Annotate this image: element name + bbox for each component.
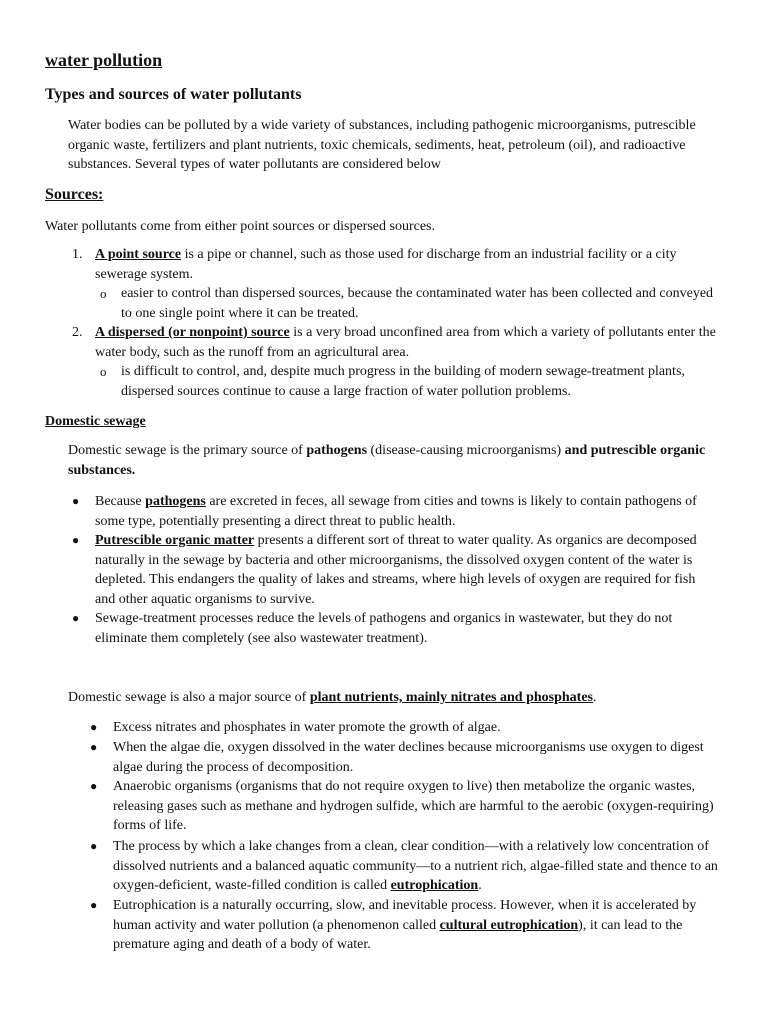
cultural-eutrophication-bullet — [113, 896, 725, 955]
sub-bullet-2: o — [100, 364, 107, 379]
nutrients-term: plant nutrients, mainly nitrates and phosphates — [309, 690, 593, 705]
domestic-primary-paragraph — [68, 441, 738, 481]
list-number-2: 2. — [72, 325, 83, 340]
algae-death-bullet: When the algae die, oxygen dissolved in the water declines because microorganisms use oxygen to digest algae during the process of decomposition. — [113, 740, 704, 775]
point-source-text: is a pipe or channel, such as those used for discharge from an industrial facility or a city sewerage system. — [95, 247, 677, 282]
section-subtitle: Types and sources of water pollutants — [45, 86, 302, 103]
b1-pre: Because — [95, 494, 146, 509]
sources-lead: Water pollutants come from either point sources or dispersed sources. — [45, 219, 435, 234]
eutrophication-process-bullet — [113, 837, 725, 896]
dispersed-source-text: is a very broad unconfined area from which a variety of pollutants enter the water body, such as the runoff from an agricultural area. — [95, 325, 716, 360]
bullet-dot: ● — [90, 898, 98, 912]
dispersed-source-term: A dispersed (or nonpoint) source — [95, 325, 290, 340]
p1-text: Domestic sewage is the primary source of — [68, 443, 307, 458]
dispersed-source-item — [95, 323, 725, 362]
list-number-1: 1. — [72, 247, 83, 262]
p2-pre: Domestic sewage is also a major source of — [68, 690, 310, 705]
bullet-dot: ● — [90, 839, 98, 853]
pathogens-bullet — [95, 492, 725, 531]
pathogens-term: pathogens — [306, 443, 368, 458]
cultural-eutrophication-term: cultural eutrophication — [439, 917, 579, 933]
intro-paragraph: Water bodies can be polluted by a wide variety of substances, including pathogenic microorganisms, putrescible organic waste, fertilizers and plant nutrients, toxic chemicals, sediments, heat, petroleum (oil), and radioactive substances. Several types of water pollutants are considered below — [68, 118, 696, 172]
n5-post: ), it can lead to the premature aging and death of a body of water. — [113, 917, 683, 952]
point-source-term: A point source — [95, 247, 182, 262]
bullet-dot: ● — [72, 611, 80, 625]
n5-pre: Eutrophication is a naturally occurring, slow, and inevitable process. However, when it is accelerated by human activity and water pollution (a phenomenon called — [113, 898, 697, 933]
bullet-dot: ● — [90, 779, 98, 793]
point-source-item — [95, 245, 725, 284]
algae-growth-bullet: Excess nitrates and phosphates in water promote the growth of algae. — [113, 720, 501, 735]
page-title: water pollution — [45, 50, 163, 70]
b2-post: presents a different sort of threat to water quality. As organics are decomposed naturally in the sewage by bacteria and other microorganisms, the dissolved oxygen content of the water is depleted. This endangers the quality of lakes and streams, where high levels of oxygen are required for fish and other aquatic organisms to survive. — [95, 533, 697, 607]
treatment-bullet: Sewage-treatment processes reduce the levels of pathogens and organics in wastewater, but they do not eliminate them completely (see also wastewater treatment). — [95, 611, 673, 646]
anaerobic-bullet: Anaerobic organisms (organisms that do not require oxygen to live) then metabolize the organic wastes, releasing gases such as methane and hydrogen sulfide, which are harmful to the aerobic (oxygen-requiring) forms of life. — [113, 779, 714, 833]
p2-post: . — [593, 690, 597, 705]
organic-matter-bullet — [95, 531, 715, 609]
bullet-dot: ● — [90, 720, 98, 734]
n4-post: . — [478, 878, 482, 893]
b1-post: are excreted in feces, all sewage from cities and towns is likely to contain pathogens of some type, potentially presenting a direct threat to public health. — [95, 494, 697, 529]
bullet-dot: ● — [72, 533, 80, 547]
putrescible-term: and putrescible organic substances. — [68, 443, 706, 478]
p1-mid-text: (disease-causing microorganisms) — [367, 443, 565, 458]
sources-heading: Sources: — [45, 186, 104, 203]
b1-term: pathogens — [145, 494, 206, 509]
point-source-note: easier to control than dispersed sources, because the contaminated water has been collected and conveyed to one single point where it can be treated. — [121, 286, 714, 321]
sub-bullet-1: o — [100, 286, 107, 301]
bullet-dot: ● — [90, 740, 98, 754]
bullet-dot: ● — [72, 494, 80, 508]
domestic-sewage-heading: Domestic sewage — [45, 414, 146, 429]
n4-pre: The process by which a lake changes from a clean, clear condition—with a relatively low concentration of dissolved nutrients and a balanced aquatic community—to a nutrient rich, algae-filled state and thence to an oxygen-deficient, waste-filled condition is called — [113, 839, 718, 893]
dispersed-source-note: is difficult to control, and, despite much progress in the building of modern sewage-treatment plants, dispersed sources continue to cause a large fraction of water pollution problems. — [121, 364, 685, 399]
b2-term: Putrescible organic matter — [95, 533, 255, 548]
nutrients-paragraph — [68, 688, 738, 708]
eutrophication-term: eutrophication — [390, 878, 479, 893]
